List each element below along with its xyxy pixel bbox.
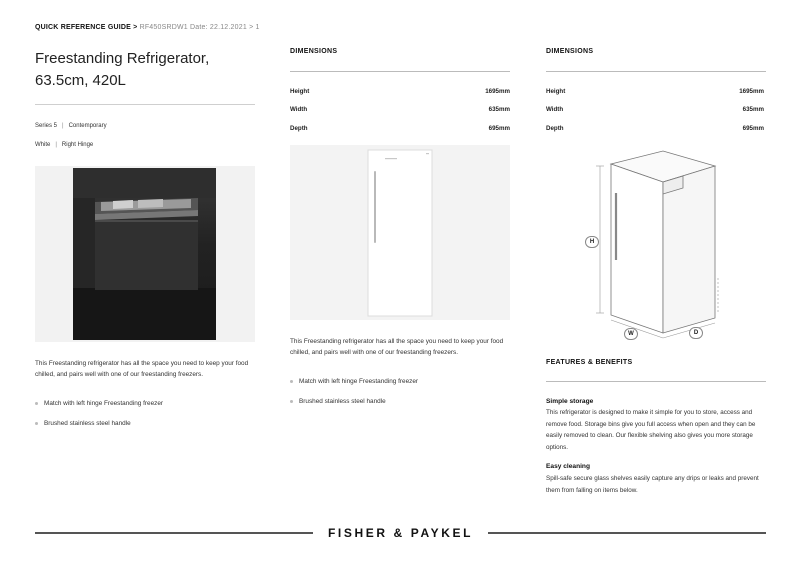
features-heading: FEATURES & BENEFITS	[546, 359, 633, 366]
dimension-row-width: Width 635mm	[546, 106, 764, 113]
dimension-row-depth: Depth 695mm	[290, 125, 510, 132]
dimension-row-width: Width 635mm	[290, 106, 510, 113]
series-label: Series 5	[35, 123, 58, 129]
depth-marker: D	[689, 327, 703, 339]
series-line: Series 5 | Contemporary	[35, 123, 107, 129]
height-marker: H	[585, 236, 599, 248]
dimension-diagram	[578, 148, 748, 343]
fridge-line-drawing	[578, 148, 748, 343]
footer-rule-right	[488, 532, 766, 534]
brand-logo: FISHER & PAYKEL	[328, 526, 474, 540]
footer-rule-left	[35, 532, 313, 534]
list-item: Match with left hinge Freestanding freezer	[35, 400, 163, 407]
style-label: Contemporary	[68, 123, 107, 129]
feature-text: Spill-safe secure glass shelves easily capture any drips or leaks and prevent them from falling on items below.	[546, 475, 759, 494]
dimension-row-height: Height 1695mm	[290, 88, 510, 95]
guide-label: QUICK REFERENCE GUIDE >	[35, 24, 138, 31]
dimensions-heading: DIMENSIONS	[290, 48, 338, 55]
product-front-image	[290, 145, 510, 320]
list-item: Match with left hinge Freestanding freezer	[290, 378, 418, 385]
product-description-2: This Freestanding refrigerator has all the space you need to keep your food chilled, and pairs well with one of our freestanding freezers.	[290, 338, 504, 356]
drawer-illustration	[73, 168, 216, 340]
dimension-row-depth: Depth 695mm	[546, 125, 764, 132]
feature-text: This refrigerator is designed to make it simple for you to store, access and remove food. Storage bins give you full access when open and they can be easily removed to clean. Our flexible shelving also gives you more storage options.	[546, 409, 756, 451]
lifestyle-photo	[35, 166, 255, 342]
dimensions-heading-2: DIMENSIONS	[546, 48, 594, 55]
page-title: Freestanding Refrigerator, 63.5cm, 420L	[35, 50, 210, 89]
hinge-label: Right Hinge	[61, 142, 94, 148]
bullet-icon	[290, 380, 293, 383]
bullet-icon	[290, 400, 293, 403]
width-marker: W	[624, 328, 638, 340]
drawer-image	[73, 168, 216, 340]
feature-title: Simple storage	[546, 398, 594, 405]
dimension-row-height: Height 1695mm	[546, 88, 764, 95]
list-item: Brushed stainless steel handle	[290, 398, 386, 405]
bullet-icon	[35, 402, 38, 405]
document-meta: RF450SRDW1 Date: 22.12.2021 > 1	[139, 24, 260, 31]
divider	[546, 381, 766, 382]
divider	[290, 71, 510, 72]
variant-line: White | Right Hinge	[35, 142, 94, 148]
feature-title: Easy cleaning	[546, 463, 590, 470]
breadcrumb	[35, 24, 260, 31]
product-description: This Freestanding refrigerator has all the space you need to keep your food chilled, and pairs well with one of our freestanding freezers.	[35, 360, 249, 378]
divider	[35, 104, 255, 105]
divider	[546, 71, 766, 72]
color-label: White	[35, 142, 51, 148]
bullet-icon	[35, 422, 38, 425]
list-item: Brushed stainless steel handle	[35, 420, 131, 427]
fridge-front-illustration	[290, 145, 510, 320]
